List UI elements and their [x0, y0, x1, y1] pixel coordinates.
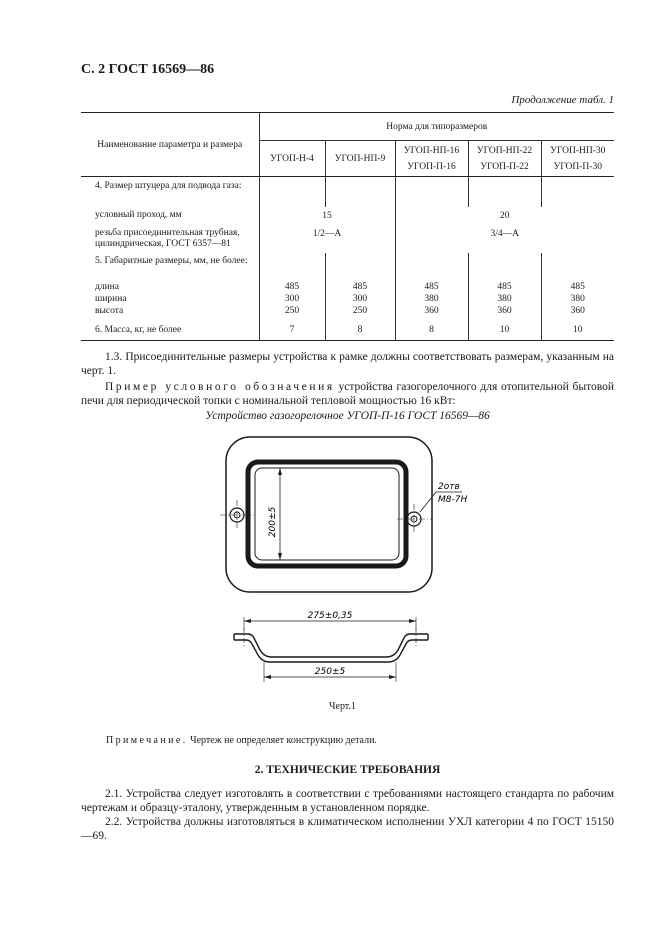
dim-value: 380 [570, 293, 585, 304]
dim-value: 360 [497, 305, 512, 316]
mass-value: 8 [395, 321, 468, 341]
mass-value: 8 [325, 321, 395, 341]
col-head-2-line1: УГОП-НП-9 [334, 153, 386, 164]
col-head-3 [395, 141, 468, 177]
col-head-4-line2: УГОП-П-22 [480, 161, 529, 172]
hole-label-count: 2отв [438, 482, 460, 492]
dim-value: 485 [424, 281, 439, 292]
col-head-3-line1: УГОП-НП-16 [403, 145, 460, 156]
paragraph-2-2: 2.2. Устройства должны изготовляться в климатическом исполнении УХЛ категории 4 по ГОСТ 15150—69. [81, 816, 614, 842]
section-outline-bottom [234, 634, 428, 657]
param-header-cell [81, 113, 259, 177]
dim-value: 485 [497, 281, 512, 292]
paragraph-2-1: 2.1. Устройства следует изготовлять в соответствии с требованиями настоящего стандарта по рабочим чертежам и образцу-эталону, утвержденным в установленном порядке. [81, 788, 614, 814]
drawing-caption: Черт.1 [329, 701, 356, 712]
table-continuation-label: Продолжение табл. 1 [511, 94, 614, 106]
top-dimension-label: 275±0,35 [307, 611, 353, 621]
parameters-table [81, 112, 614, 341]
row5a-labels [81, 281, 259, 321]
col-head-5-line1: УГОП-НП-30 [550, 145, 606, 156]
dim-value: 360 [424, 305, 439, 316]
dim-value: 485 [352, 281, 368, 292]
example-label: Пример условного обозначения [105, 381, 335, 393]
row4a-value-2: 20 [395, 207, 614, 225]
dims-col-3 [395, 281, 468, 321]
length-label: длина [95, 281, 119, 292]
dims-col-1 [259, 281, 325, 321]
row5-label: 5. Габаритные размеры, мм, не более: [95, 255, 248, 266]
dim-value: 485 [284, 281, 300, 292]
dim-value: 300 [352, 293, 368, 304]
dims-col-2 [325, 281, 395, 321]
dims-col-5 [541, 281, 614, 321]
dim-value: 380 [497, 293, 512, 304]
mass-value: 10 [468, 321, 541, 341]
col-head-5-line2: УГОП-П-30 [553, 161, 602, 172]
section-outline-top [234, 640, 428, 662]
row4b-value-2: 3/4—А [395, 225, 614, 253]
row4-label: 4. Размер штуцера для подвода газа: [95, 181, 242, 191]
norm-header: Норма для типоразмеров [386, 121, 488, 132]
paragraph-1-3: 1.3. Присоединительные размеры устройства к рамке должны соответствовать размерам, указанным на черт. 1. [81, 351, 614, 377]
col-head-4 [468, 141, 541, 177]
col-head-4-line1: УГОП-НП-22 [476, 145, 533, 156]
technical-drawing [200, 430, 480, 690]
col-head-5 [541, 141, 614, 177]
col-head-1-line1: УГОП-Н-4 [270, 153, 314, 164]
row4a-value-1: 15 [259, 207, 395, 225]
section-title: 2. ТЕХНИЧЕСКИЕ ТРЕБОВАНИЯ [254, 764, 441, 776]
row6-label: 6. Масса, кг, не более [81, 321, 259, 341]
page-header: С. 2 ГОСТ 16569—86 [81, 62, 215, 77]
height-dimension-label: 200±5 [268, 506, 278, 538]
bottom-dimension-label: 250±5 [314, 667, 346, 677]
row4b-value-1: 1/2—А [259, 225, 395, 253]
mass-value: 10 [541, 321, 614, 341]
note-label: Примечание. [106, 735, 188, 746]
dim-value: 380 [424, 293, 439, 304]
dim-value: 360 [570, 305, 585, 316]
width-label: ширина [95, 293, 127, 304]
example-paragraph [81, 380, 614, 408]
note-text: Чертеж не определяет конструкцию детали. [187, 735, 377, 746]
mass-value: 7 [259, 321, 325, 341]
dim-value: 485 [570, 281, 585, 292]
example-designation: Устройство газогорелочное УГОП-П-16 ГОСТ 16569—86 [205, 410, 490, 422]
dim-value: 300 [284, 293, 300, 304]
dims-col-4 [468, 281, 541, 321]
height-label: высота [95, 305, 124, 316]
dim-value: 250 [352, 305, 368, 316]
row4b-label: резьба присоединительная трубная, цилиндрическая, ГОСТ 6357—81 [95, 227, 240, 249]
col-head-3-line2: УГОП-П-16 [407, 161, 456, 172]
row4a-label: условный проход, мм [95, 210, 182, 220]
col-head-1 [259, 141, 325, 177]
hole-label-thread: М8-7Н [438, 495, 468, 505]
example-text: устройства газогорелочного для отопительной бытовой печи для периодической топки с номинальной тепловой мощностью 16 кВт: [81, 381, 614, 407]
col-head-2 [325, 141, 395, 177]
note [106, 735, 377, 746]
norm-header-cell [259, 113, 614, 141]
param-header: Наименование параметра и размера [97, 139, 243, 150]
dim-value: 250 [284, 305, 300, 316]
